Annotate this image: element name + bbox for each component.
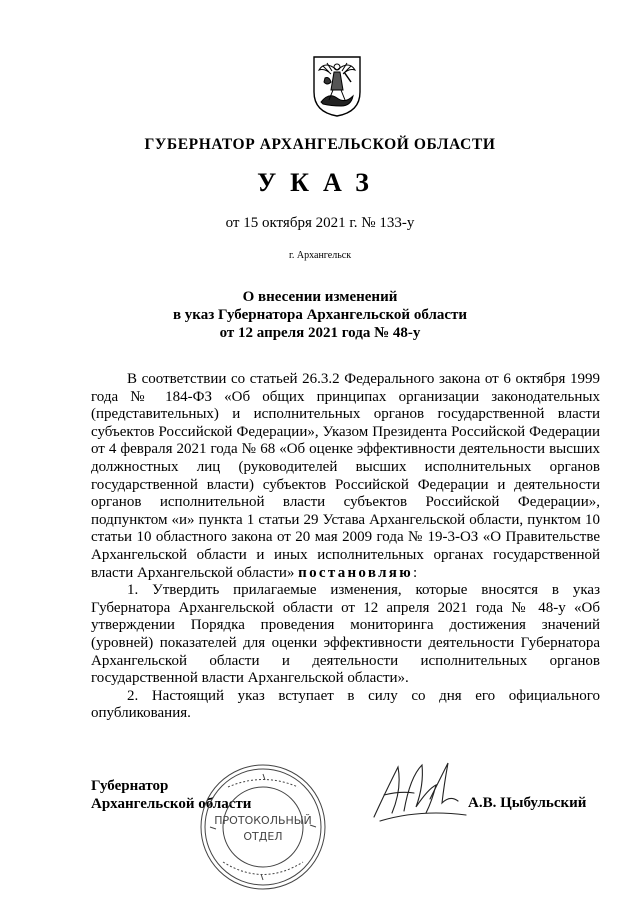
item-paragraph-2: 2. Настоящий указ вступает в силу со дня его официального опубликования. bbox=[91, 687, 600, 722]
decree-word: постановляю bbox=[298, 564, 413, 581]
document-type: УКАЗ bbox=[257, 168, 383, 197]
subject-line: от 12 апреля 2021 года № 48-у bbox=[219, 325, 421, 341]
decree-colon: : bbox=[412, 564, 418, 581]
round-seal-icon bbox=[198, 762, 328, 892]
handwritten-signature-icon bbox=[370, 755, 470, 825]
subject-line: в указ Губернатора Архангельской области bbox=[172, 307, 468, 323]
city-name: г. Архангельск bbox=[288, 250, 352, 261]
subject-line: О внесении изменений bbox=[242, 289, 398, 305]
coat-of-arms-icon bbox=[311, 54, 363, 118]
signatory-title-line: Губернатор bbox=[91, 778, 169, 794]
document-subject bbox=[0, 288, 640, 342]
signatory-name: А.В. Цыбульский bbox=[468, 795, 587, 811]
stamp-text-line: ПРОТОКОЛЬНЫЙ bbox=[214, 814, 312, 827]
preamble-paragraph bbox=[91, 371, 600, 582]
item-paragraph-1: 1. Утвердить прилагаемые изменения, которые вносятся в указ Губернатора Архангельской области от 12 апреля 2021 года № 48-у «Об утверждении Порядка проведения мониторинга достижения значений (уровней) показателей для оценки эффективности деятельности Губернатора Архангельской области и деятельности исполнительных органов государственной власти Архангельской области». bbox=[91, 582, 600, 687]
stamp-text-line: ОТДЕЛ bbox=[243, 830, 283, 843]
signatory-title-line: Архангельской области bbox=[91, 796, 252, 812]
preamble-text: В соответствии со статьей 26.3.2 Федерального закона от 6 октября 1999 года № 184-ФЗ «Об общих принципах организации законодательных (представительных) и исполнительных органов государственной власти субъектов Российской Федерации», Указом Президента Российской Федерации от 4 февраля 2021 года № 68 «Об оценке эффективности деятельности высших должностных лиц (руководителей высших исполнительных органов государственной власти) субъектов Российской Федерации и деятельности органов исполнительной власти субъектов Российской Федерации», подпунктом «и» пункта 1 статьи 29 Устава Архангельской области, пунктом 10 статьи 10 областного закона от 20 мая 2009 года № 19-3-ОЗ «О Правительстве Архангельской области и иных исполнительных органах государственной власти Архангельской области» bbox=[91, 371, 600, 581]
document-body bbox=[91, 371, 600, 723]
authority-title: ГУБЕРНАТОР АРХАНГЕЛЬСКОЙ ОБЛАСТИ bbox=[144, 136, 496, 153]
date-and-number: от 15 октября 2021 г. № 133-у bbox=[225, 215, 415, 231]
